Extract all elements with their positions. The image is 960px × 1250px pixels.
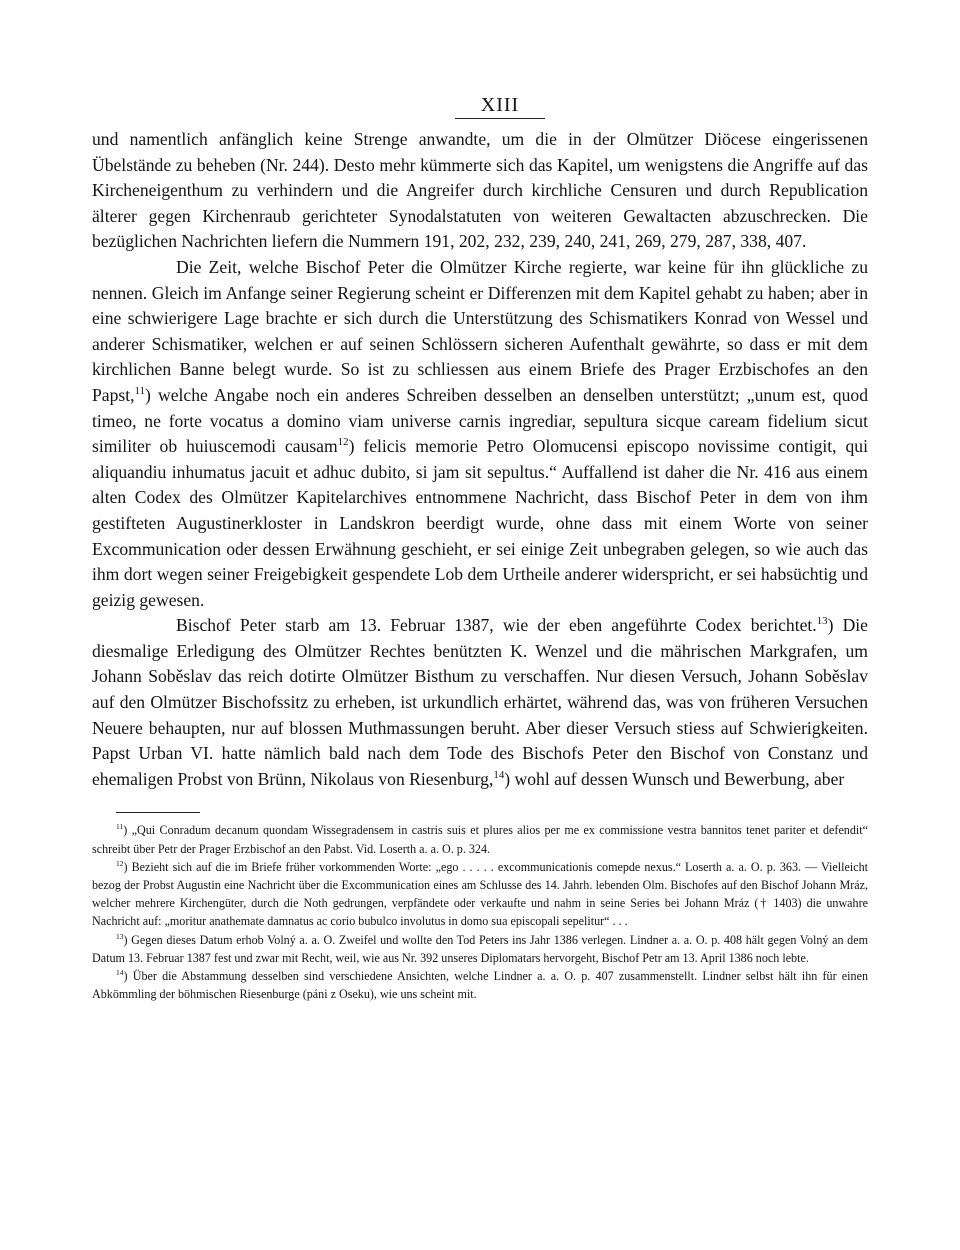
body-text [92,127,868,792]
footnotes [92,821,868,1003]
footnote-text: ) Gegen dieses Datum erhob Volný a. a. O. Zweifel und wollte den Tod Peters ins Jahr 1386 verlegen. Lindner a. a. O. p. 408 hält gegen Volný an dem Datum 13. Februar 1387 fest und zwar mit Recht, weil, wie aus Nr. 392 unseres Diplomatars hervorgeht, Bischof Petr am 13. April 1386 noch lebte. [92,932,868,965]
paragraph-2 [92,255,868,613]
footnote-rule [116,812,200,813]
paragraph-3-part-a: Bischof Peter starb am 13. Februar 1387, wie der eben angeführte Codex berichtet. [176,615,817,636]
footnote-mark: 12 [116,858,124,868]
footnote-ref-14: 14 [493,768,505,781]
header-rule [455,118,545,119]
paragraph-3-part-c: ) wohl auf dessen Wunsch und Bewerbung, aber [504,768,845,789]
paragraph-3-part-b: ) Die diesmalige Erledigung des Olmützer Rechtes benützten K. Wenzel und die mährischen Markgrafen, um Johann Soběslav das reich dotirte Olmützer Bisthum zu verschaffen. Nur diesen Versuch, Johann Soběslav auf den Olmützer Bischofssitz zu erheben, ist urkundlich erhärtet, während das, was von früheren Versuchen Neuere behaupten, nur auf blossen Muthmassungen beruht. Aber dieser Versuch stiess auf Schwierigkeiten. Papst Urban VI. hatte nämlich bald nach dem Tode des Bischofs Peter den Bischof von Constanz und ehemaligen Probst von Brünn, Nikolaus von Riesenburg, [92,615,868,789]
footnote-ref-12: 12 [337,436,349,449]
paragraph-2-part-b: ) welche Angabe noch ein anderes Schreiben desselben an denselben unterstützt; „unum est, quod timeo, ne forte vocatus a domino viam universe carnis ingrediar, sepultura sicque caream fidelium sicut similiter ob huiuscemodi causam [92,384,868,457]
paragraph-3 [92,613,868,792]
footnote-12 [92,858,868,931]
paragraph-2-part-a: Die Zeit, welche Bischof Peter die Olmützer Kirche regierte, war keine für ihn glückliche zu nennen. Gleich im Anfange seiner Regierung scheint er Differenzen mit dem Kapitel gehabt zu haben; aber in eine schwierigere Lage brachte er sich durch die Unterstützung des Schismatikers Konrad von Wessel und anderer Schismatiker, welchen er auf seinen Schlössern sicheren Aufenthalt gewährte, so dass er mit dem kirchlichen Banne belegt wurde. So ist zu schliessen aus einem Briefe des Prager Erzbischofes an den Papst, [92,256,868,405]
footnote-ref-13: 13 [816,615,828,628]
footnote-ref-11: 11 [134,385,146,398]
footnote-13 [92,931,868,967]
footnote-text: ) „Qui Conradum decanum quondam Wissegradensem in castris suis et plures alios per me ex commissione vestra bannitos tenet pariter et defendit“ schreibt über Petr der Prager Erzbischof an den Pabst. Vid. Loserth a. a. O. p. 324. [92,823,868,856]
footnote-14 [92,967,868,1003]
paragraph-2-part-c: ) felicis memorie Petro Olomucensi episcopo novissime contigit, qui aliquandiu inhumatus jacuit et adhuc dubito, si jam sit sepultus.“ Auffallend ist daher die Nr. 416 aus einem alten Codex des Olmützer Kapitelarchives entnommene Nachricht, dass Bischof Peter in dem von ihm gestifteten Augustinerkloster in Landskron beerdigt wurde, ohne dass mit einem Worte von seiner Excommunication oder dessen Erwähnung geschieht, er sei einige Zeit unbegraben gelegen, so wie auch das ihm dort wegen seiner Freigebigkeit gespendete Lob dem Urtheile anderer widerspricht, er sei habsüchtig und geizig gewesen. [92,436,868,610]
footnote-text: ) Bezieht sich auf die im Briefe früher vorkommenden Worte: „ego . . . . . excommunicationis comepde nexus.“ Loserth a. a. O. p. 363. — Vielleicht bezog der Probst Augustin eine Nachricht über die Excommunication eines am Schlusse des 14. Jahrh. lebenden Olm. Bischofes auf den Bischof Johann Mráz, welcher mehrere Kirchengüter, durch die Noth gedrungen, verpfändete oder verkaufte und nahm in seine Series bei Johann Mráz († 1403) die unwahre Nachricht auf: „moritur anathemate damnatus ac corio bubulco involutus in domo sua episcopali sepelitur“ . . . [92,859,868,929]
footnote-11 [92,821,868,857]
footnote-mark: 13 [116,931,124,941]
page-number: XIII [480,94,520,116]
paragraph-1: und namentlich anfänglich keine Strenge anwandte, um die in der Olmützer Diöcese eingerissenen Übelstände zu beheben (Nr. 244). Desto mehr kümmerte sich das Kapitel, um wenigstens die Angriffe auf das Kircheneigenthum zu verhindern und die Angreifer durch kirchliche Censuren und durch Republication älterer gegen Kirchenraub gerichteter Synodalstatuten von weiteren Gewaltacten abzuschrecken. Die bezüglichen Nachrichten liefern die Nummern 191, 202, 232, 239, 240, 241, 269, 279, 287, 338, 407. [92,129,868,252]
footnote-mark: 14 [116,968,124,978]
footnote-text: ) Über die Abstammung desselben sind verschiedene Ansichten, welche Lindner a. a. O. p. 407 zusammenstellt. Lindner selbst hält ihn für einen Abkömmling der böhmischen Riesenburge (páni z Oseku), wie uns scheint mit. [92,969,868,1002]
document-page [92,92,868,1003]
footnote-mark: 11 [116,822,124,832]
